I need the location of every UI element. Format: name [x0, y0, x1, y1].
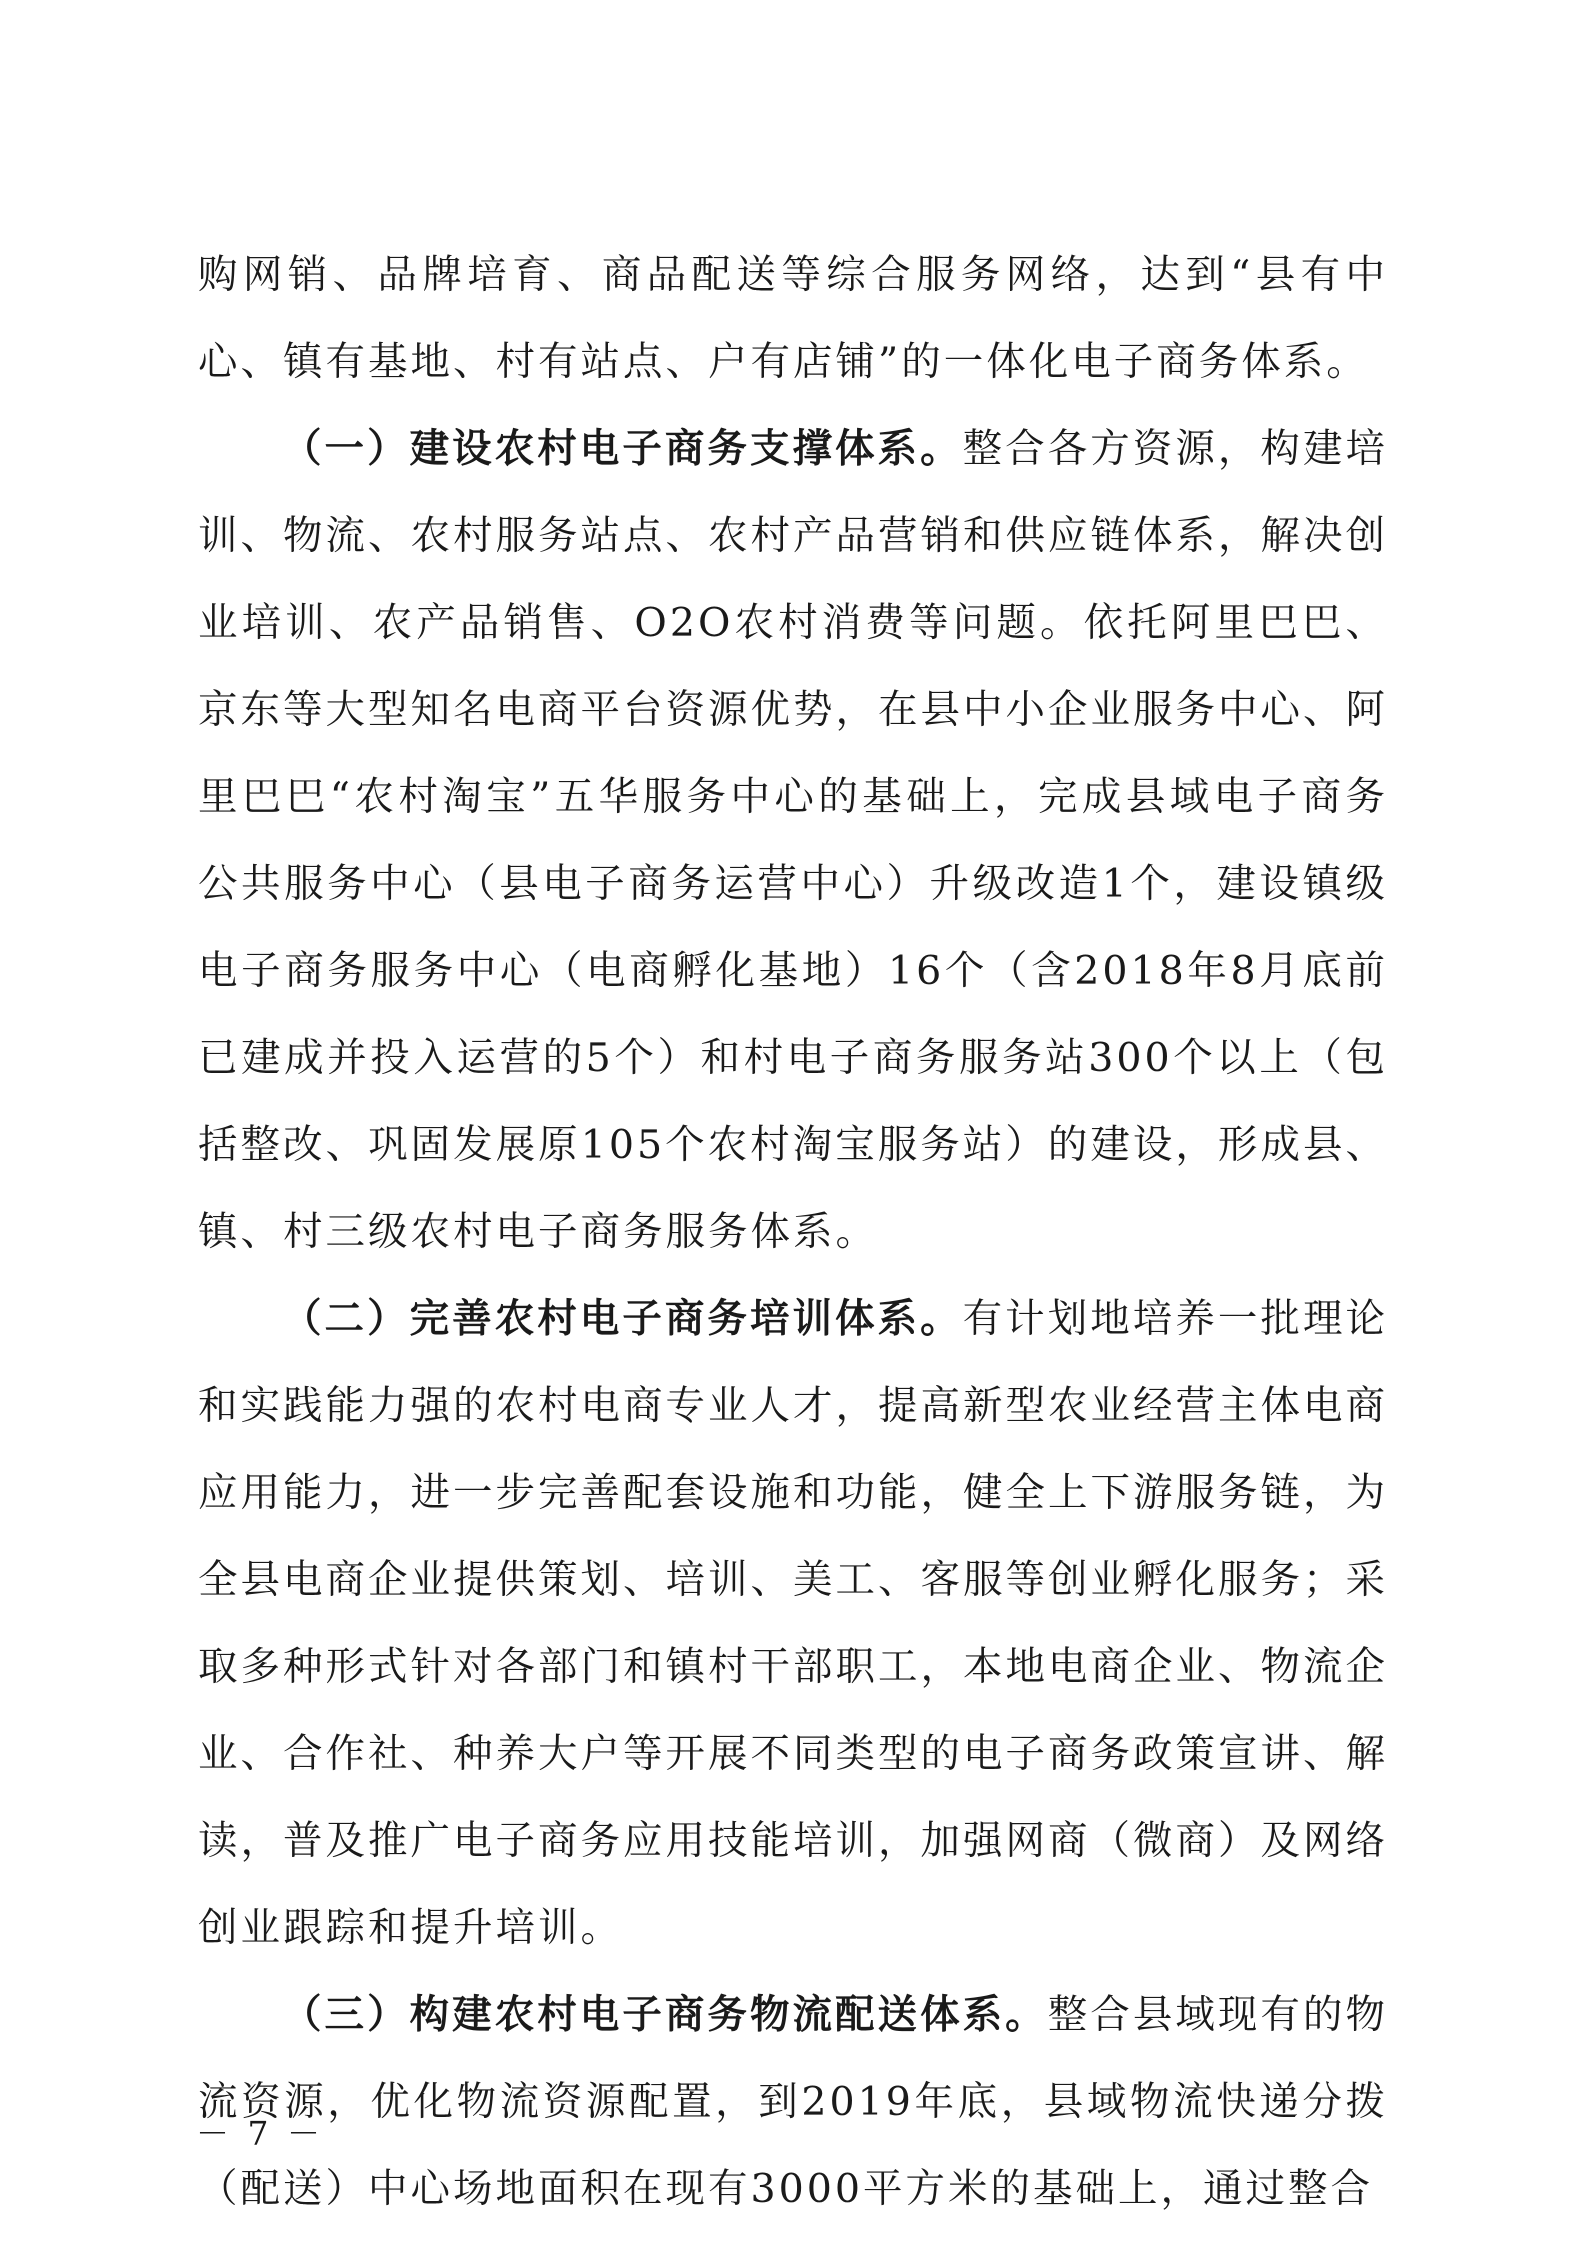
section-heading: （二）完善农村电子商务培训体系。: [282, 1296, 963, 1342]
paragraph-text: 有计划地培养一批理论和实践能力强的农村电商专业人才，提高新型农业经营主体电商应用能力，进一步完善配套设施和功能，健全上下游服务链，为全县电商企业提供策划、培训、美工、客服等创业孵化服务；采取多种形式针对各部门和镇村干部职工，本地电商企业、物流企业、合作社、种养大户等开展不同类型的电子商务政策宣讲、解读，普及推广电子商务应用技能培训，加强网商（微商）及网络创业跟踪和提升培训。: [198, 1296, 1389, 1951]
paragraph-text: 购网销、品牌培育、商品配送等综合服务网络，达到“县有中心、镇有基地、村有站点、户有店铺”的一体化电子商务体系。: [198, 252, 1388, 385]
document-body: [198, 232, 1388, 2233]
section-heading: （三）构建农村电子商务物流配送体系。: [282, 1992, 1048, 2038]
paragraph-section-2: [198, 1276, 1388, 1972]
page-number: － 7 －: [196, 2114, 324, 2153]
paragraph-text: 整合各方资源，构建培训、物流、农村服务站点、农村产品营销和供应链体系，解决创业培训、农产品销售、O2O农村消费等问题。依托阿里巴巴、京东等大型知名电商平台资源优势，在县中小企业服务中心、阿里巴巴“农村淘宝”五华服务中心的基础上，完成县域电子商务公共服务中心（县电子商务运营中心）升级改造1个，建设镇级电子商务服务中心（电商孵化基地）16个（含2018年8月底前已建成并投入运营的5个）和村电子商务服务站300个以上（包括整改、巩固发展原105个农村淘宝服务站）的建设，形成县、镇、村三级农村电子商务服务体系。: [198, 426, 1389, 1255]
section-heading: （一）建设农村电子商务支撑体系。: [282, 426, 963, 472]
paragraph-text: 整合县域现有的物流资源，优化物流资源配置，到2019年底，县域物流快递分拨（配送）中心场地面积在现有3000平方米的基础上，通过整合: [198, 1992, 1389, 2212]
paragraph-continuation: [198, 232, 1388, 406]
paragraph-section-1: [198, 406, 1388, 1276]
paragraph-section-3: [198, 1972, 1388, 2233]
